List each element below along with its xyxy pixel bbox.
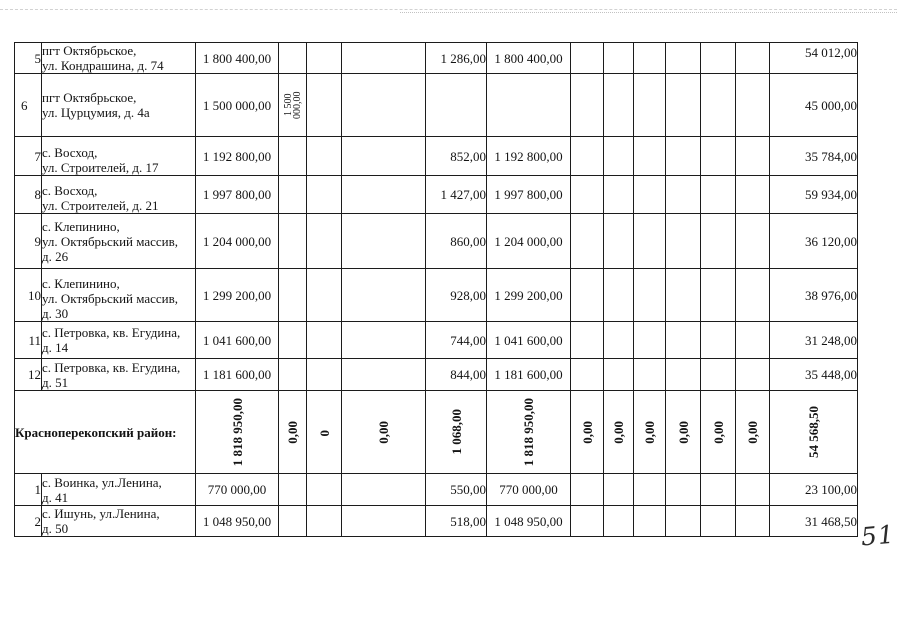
value-cell-c8: 1 048 950,00 (487, 506, 571, 537)
empty-cell (736, 269, 770, 322)
value-cell-c7: 744,00 (426, 322, 487, 359)
table-row (15, 137, 858, 176)
value-cell-c8: 770 000,00 (487, 474, 571, 506)
empty-cell (701, 214, 736, 269)
value-cell-c7: 928,00 (426, 269, 487, 322)
vertical-value: 1 500 000,00 (282, 91, 303, 119)
empty-cell (604, 506, 634, 537)
empty-cell (666, 43, 701, 74)
data-table (14, 42, 858, 537)
empty-cell (634, 214, 666, 269)
empty-cell (604, 74, 634, 137)
empty-cell (604, 176, 634, 214)
empty-cell (634, 176, 666, 214)
empty-cell (342, 214, 426, 269)
value-cell-c3: 1 204 000,00 (196, 214, 279, 269)
empty-cell (307, 43, 342, 74)
empty-cell (736, 506, 770, 537)
empty-cell (604, 322, 634, 359)
row-number: 9 (15, 214, 42, 269)
empty-cell (604, 43, 634, 74)
empty-cell (307, 269, 342, 322)
empty-cell (604, 359, 634, 391)
value-cell-c15: 35 784,00 (770, 137, 858, 176)
value-cell-c7: 844,00 (426, 359, 487, 391)
empty-cell (666, 506, 701, 537)
empty-cell (701, 137, 736, 176)
value-cell-c7: 1 286,00 (426, 43, 487, 74)
row-number: 8 (15, 176, 42, 214)
value-cell-c8: 1 997 800,00 (487, 176, 571, 214)
row-number: 7 (15, 137, 42, 176)
row-number: 1 (15, 474, 42, 506)
address-cell: пгт Октябрьское, ул. Кондрашина, д. 74 (42, 43, 196, 74)
address-cell: с. Петровка, кв. Егудина, д. 51 (42, 359, 196, 391)
empty-cell (666, 474, 701, 506)
empty-cell (634, 269, 666, 322)
value-cell-c8: 1 041 600,00 (487, 322, 571, 359)
value-cell-c3: 1 192 800,00 (196, 137, 279, 176)
address-cell: пгт Октябрьское, ул. Цурцумия, д. 4а (42, 74, 196, 137)
address-cell: с. Клепинино, ул. Октябрьский массив, д. 30 (42, 269, 196, 322)
row-number: 6 (15, 74, 42, 137)
total-cell-c8 (487, 391, 571, 474)
value-cell-c15: 59 934,00 (770, 176, 858, 214)
empty-cell (634, 137, 666, 176)
empty-cell (571, 506, 604, 537)
empty-cell (342, 359, 426, 391)
empty-cell (279, 137, 307, 176)
row-number: 11 (15, 322, 42, 359)
total-cell-c7 (426, 391, 487, 474)
empty-cell (571, 74, 604, 137)
value-cell-c7: 550,00 (426, 474, 487, 506)
vertical-total: 0,00 (675, 420, 691, 444)
value-cell-c3: 1 181 600,00 (196, 359, 279, 391)
empty-cell (571, 359, 604, 391)
empty-cell (666, 322, 701, 359)
table-row (15, 74, 858, 137)
total-cell-c3 (196, 391, 279, 474)
vertical-total: 0,00 (642, 420, 657, 444)
empty-cell (666, 74, 701, 137)
vertical-total: 0,00 (745, 420, 760, 444)
empty-cell (279, 322, 307, 359)
empty-cell (307, 506, 342, 537)
empty-cell (701, 43, 736, 74)
value-cell-c3: 1 800 400,00 (196, 43, 279, 74)
vertical-total: 0,00 (579, 420, 595, 444)
empty-cell (666, 359, 701, 391)
empty-cell (701, 322, 736, 359)
value-cell-c3: 1 997 800,00 (196, 176, 279, 214)
empty-cell (666, 214, 701, 269)
empty-cell (279, 176, 307, 214)
empty-cell (279, 214, 307, 269)
value-cell-c8: 1 800 400,00 (487, 43, 571, 74)
empty-cell (736, 137, 770, 176)
value-cell-c15: 54 012,00 (770, 43, 858, 74)
value-cell-c15: 36 120,00 (770, 214, 858, 269)
row-number: 5 (15, 43, 42, 74)
empty-cell (307, 359, 342, 391)
total-cell-c10 (604, 391, 634, 474)
district-total-row (15, 391, 858, 474)
empty-cell (342, 474, 426, 506)
value-cell-c3: 1 500 000,00 (196, 74, 279, 137)
empty-cell (342, 506, 426, 537)
empty-cell (701, 269, 736, 322)
empty-cell (634, 74, 666, 137)
empty-cell (342, 176, 426, 214)
empty-cell (666, 269, 701, 322)
value-cell-c15: 23 100,00 (770, 474, 858, 506)
empty-cell (701, 74, 736, 137)
total-cell-c4 (279, 391, 307, 474)
total-cell-c6 (342, 391, 426, 474)
empty-cell (307, 322, 342, 359)
empty-cell (342, 322, 426, 359)
empty-cell (634, 506, 666, 537)
empty-cell (736, 214, 770, 269)
empty-cell (736, 359, 770, 391)
handwritten-page-number: 51 (859, 519, 896, 552)
scan-artifact-line (0, 9, 897, 10)
empty-cell (279, 43, 307, 74)
empty-cell (342, 269, 426, 322)
value-cell-c7: 518,00 (426, 506, 487, 537)
empty-cell (571, 137, 604, 176)
value-cell-c3: 770 000,00 (196, 474, 279, 506)
address-cell: с. Петровка, кв. Егудина, д. 14 (42, 322, 196, 359)
empty-cell (666, 176, 701, 214)
total-cell-c12 (666, 391, 701, 474)
table-row (15, 43, 858, 74)
empty-cell (571, 269, 604, 322)
empty-cell (604, 474, 634, 506)
value-cell-c4 (279, 74, 307, 137)
empty-cell (571, 176, 604, 214)
total-cell-c14 (736, 391, 770, 474)
address-cell: с. Восход, ул. Строителей, д. 21 (42, 176, 196, 214)
empty-cell (736, 176, 770, 214)
empty-cell (571, 322, 604, 359)
table-row (15, 176, 858, 214)
empty-cell (604, 137, 634, 176)
empty-cell (634, 322, 666, 359)
table-row (15, 506, 858, 537)
empty-cell (634, 359, 666, 391)
total-cell-c9 (571, 391, 604, 474)
value-cell-c3: 1 299 200,00 (196, 269, 279, 322)
empty-cell (571, 43, 604, 74)
empty-cell (736, 322, 770, 359)
empty-cell (736, 474, 770, 506)
value-cell-c3: 1 041 600,00 (196, 322, 279, 359)
empty-cell (307, 474, 342, 506)
empty-cell (342, 74, 426, 137)
vertical-total: 0,00 (611, 420, 626, 444)
total-cell-c5 (307, 391, 342, 474)
empty-cell (487, 74, 571, 137)
vertical-total: 54 568,50 (806, 406, 821, 458)
empty-cell (279, 474, 307, 506)
empty-cell (342, 43, 426, 74)
empty-cell (634, 474, 666, 506)
empty-cell (307, 74, 342, 137)
vertical-total: 0 (316, 430, 332, 437)
value-cell-c8: 1 299 200,00 (487, 269, 571, 322)
row-number: 2 (15, 506, 42, 537)
empty-cell (701, 506, 736, 537)
value-cell-c7: 860,00 (426, 214, 487, 269)
value-cell-c8: 1 181 600,00 (487, 359, 571, 391)
value-cell-c15: 38 976,00 (770, 269, 858, 322)
address-cell: с. Воинка, ул.Ленина, д. 41 (42, 474, 196, 506)
value-cell-c7: 1 427,00 (426, 176, 487, 214)
empty-cell (279, 269, 307, 322)
address-cell: с. Восход, ул. Строителей, д. 17 (42, 137, 196, 176)
empty-cell (307, 214, 342, 269)
vertical-total: 0,00 (710, 420, 726, 444)
value-cell-c15: 35 448,00 (770, 359, 858, 391)
empty-cell (571, 474, 604, 506)
empty-cell (701, 359, 736, 391)
value-cell-c15: 31 248,00 (770, 322, 858, 359)
address-cell: с. Клепинино, ул. Октябрьский массив, д. 26 (42, 214, 196, 269)
row-number: 12 (15, 359, 42, 391)
value-cell-c8: 1 192 800,00 (487, 137, 571, 176)
scan-artifact-line (400, 12, 897, 13)
empty-cell (279, 506, 307, 537)
vertical-total: 0,00 (376, 420, 391, 444)
table-row (15, 322, 858, 359)
total-cell-c13 (701, 391, 736, 474)
value-cell-c15: 31 468,50 (770, 506, 858, 537)
empty-cell (307, 176, 342, 214)
empty-cell (701, 176, 736, 214)
vertical-total: 1 818 950,00 (229, 397, 245, 467)
value-cell-c3: 1 048 950,00 (196, 506, 279, 537)
empty-cell (736, 74, 770, 137)
vertical-total: 1 818 950,00 (521, 397, 536, 467)
value-cell-c7: 852,00 (426, 137, 487, 176)
total-cell-c11 (634, 391, 666, 474)
total-cell-c15 (770, 391, 858, 474)
table-row (15, 269, 858, 322)
address-cell: с. Ишунь, ул.Ленина, д. 50 (42, 506, 196, 537)
district-label: Красноперекопский район: (15, 391, 196, 474)
empty-cell (604, 269, 634, 322)
empty-cell (701, 474, 736, 506)
empty-cell (307, 137, 342, 176)
empty-cell (279, 359, 307, 391)
table-row (15, 474, 858, 506)
empty-cell (634, 43, 666, 74)
empty-cell (736, 43, 770, 74)
empty-cell (666, 137, 701, 176)
empty-cell (342, 137, 426, 176)
empty-cell (426, 74, 487, 137)
vertical-total: 1 068,00 (448, 409, 464, 455)
empty-cell (571, 214, 604, 269)
table-row (15, 359, 858, 391)
value-cell-c15: 45 000,00 (770, 74, 858, 137)
vertical-total: 0,00 (285, 420, 300, 444)
value-cell-c8: 1 204 000,00 (487, 214, 571, 269)
row-number: 10 (15, 269, 42, 322)
empty-cell (604, 214, 634, 269)
table-row (15, 214, 858, 269)
